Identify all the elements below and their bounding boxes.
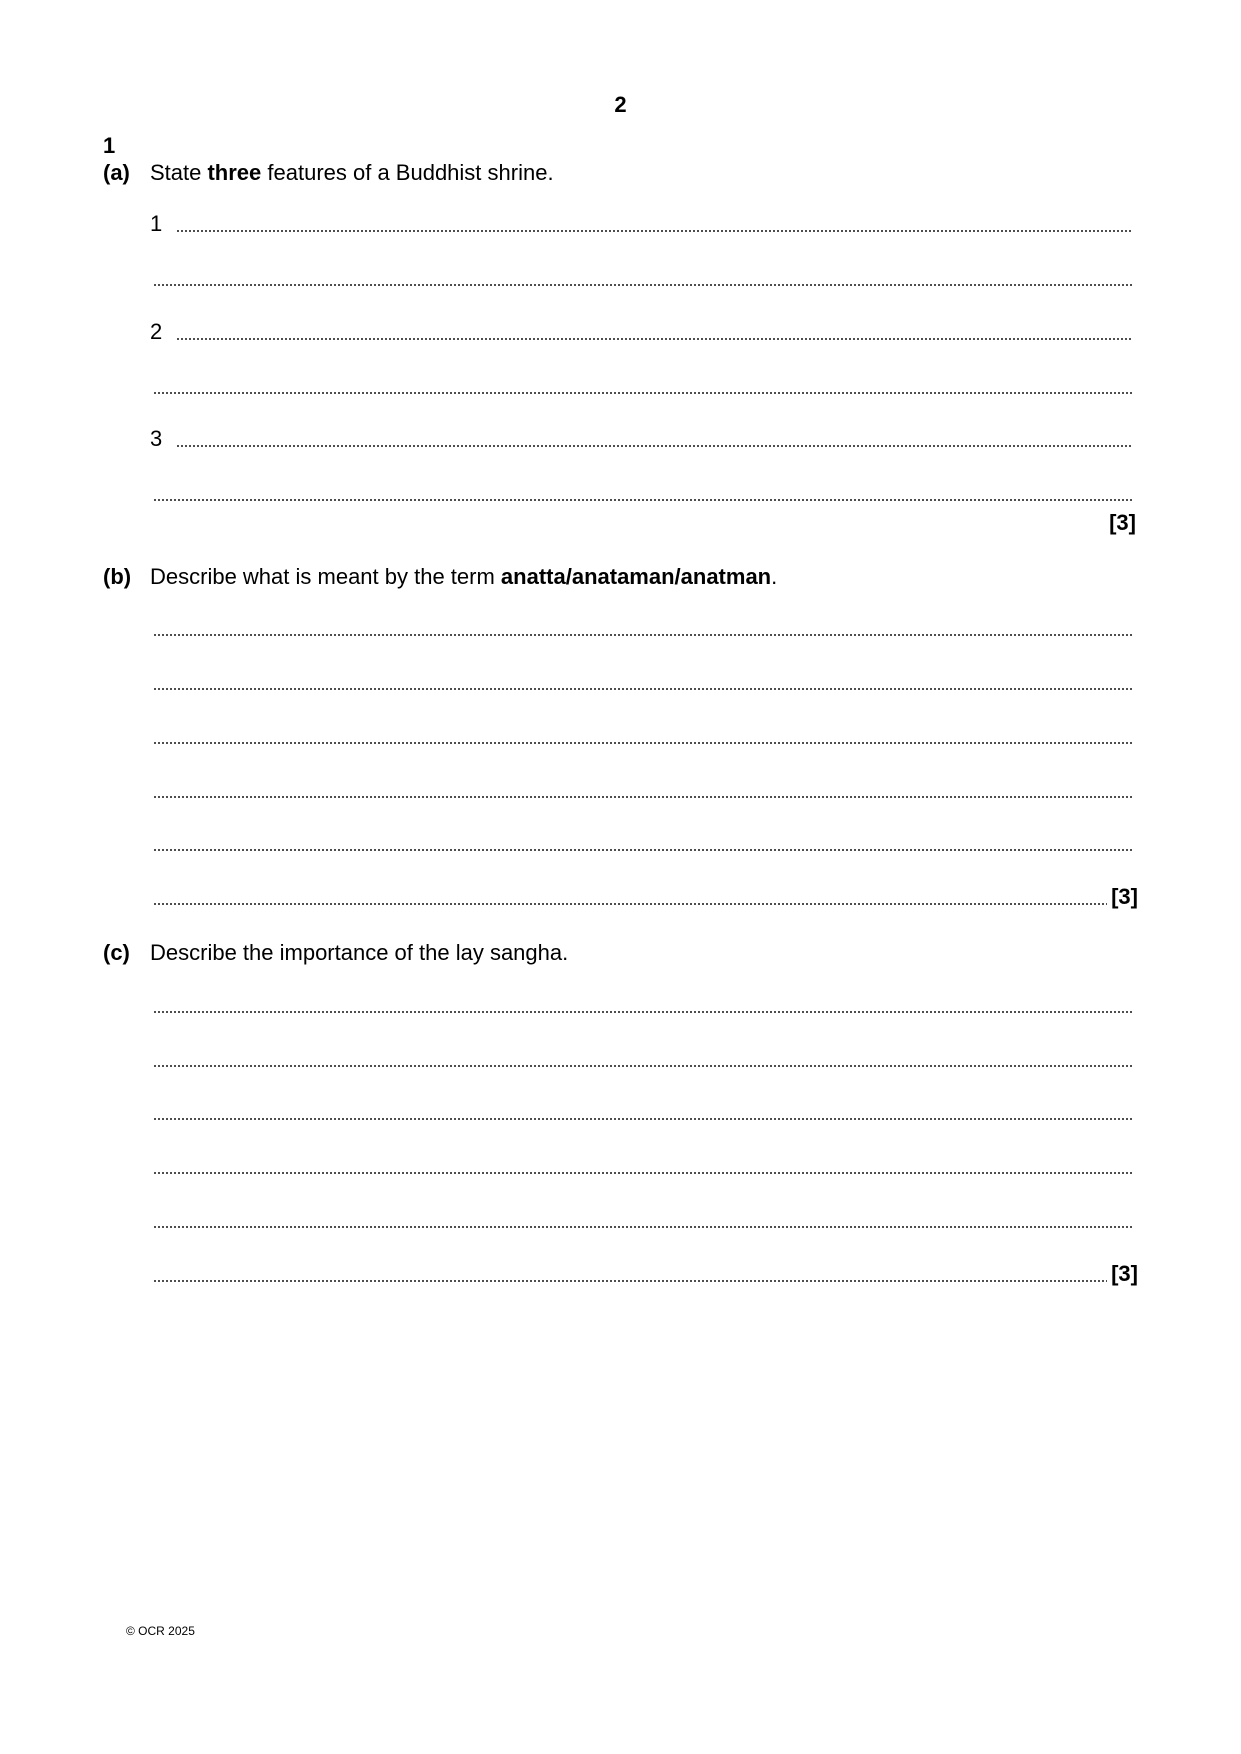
page-number: 2 — [614, 92, 627, 117]
marks-label: [3] — [1111, 1261, 1138, 1286]
marks-label: [3] — [1109, 510, 1136, 535]
dotted-rule — [176, 338, 1133, 340]
dotted-rule — [153, 903, 1107, 905]
dotted-rule — [153, 849, 1133, 851]
answer-line[interactable] — [153, 375, 1133, 397]
answer-line[interactable] — [153, 482, 1133, 504]
dotted-rule — [153, 1118, 1133, 1120]
answer-line[interactable] — [150, 426, 1133, 451]
answer-line[interactable] — [153, 1209, 1133, 1231]
question-number: 1 — [103, 133, 116, 158]
answer-line[interactable] — [153, 671, 1133, 693]
copyright-footer: © OCR 2025 — [126, 1624, 195, 1638]
part-a-label: (a) — [103, 160, 130, 185]
answer-line[interactable] — [153, 725, 1133, 747]
part-c-label: (c) — [103, 940, 130, 965]
answer-line[interactable] — [153, 1048, 1133, 1070]
dotted-rule — [176, 230, 1133, 232]
dotted-rule — [153, 688, 1133, 690]
answer-line[interactable] — [153, 1263, 1138, 1285]
answer-line[interactable] — [153, 1155, 1133, 1177]
dotted-rule — [176, 445, 1133, 447]
answer-line[interactable] — [150, 319, 1133, 344]
dotted-rule — [153, 742, 1133, 744]
answer-line[interactable] — [153, 886, 1138, 908]
dotted-rule — [153, 1280, 1107, 1282]
dotted-rule — [153, 1011, 1133, 1013]
answer-line[interactable] — [153, 779, 1133, 801]
part-c-prompt: Describe the importance of the lay sangha. — [150, 940, 569, 965]
answer-line-number: 1 — [150, 211, 163, 236]
part-b-label: (b) — [103, 564, 132, 589]
dotted-rule — [153, 1065, 1133, 1067]
dotted-rule — [153, 284, 1133, 286]
marks-label: [3] — [1111, 884, 1138, 909]
dotted-rule — [153, 796, 1133, 798]
answer-line-number: 3 — [150, 426, 163, 451]
answer-line[interactable] — [153, 832, 1133, 854]
answer-line[interactable] — [153, 267, 1133, 289]
answer-line[interactable] — [150, 211, 1133, 236]
dotted-rule — [153, 1226, 1133, 1228]
dotted-rule — [153, 499, 1133, 501]
part-b-prompt: Describe what is meant by the term anatta/anataman/anatman. — [150, 564, 778, 589]
answer-line[interactable] — [153, 994, 1133, 1016]
answer-line-number: 2 — [150, 319, 163, 344]
dotted-rule — [153, 634, 1133, 636]
answer-line[interactable] — [153, 617, 1133, 639]
answer-line[interactable] — [153, 1101, 1133, 1123]
dotted-rule — [153, 1172, 1133, 1174]
part-a-prompt: State three features of a Buddhist shrine. — [150, 160, 554, 185]
dotted-rule — [153, 392, 1133, 394]
